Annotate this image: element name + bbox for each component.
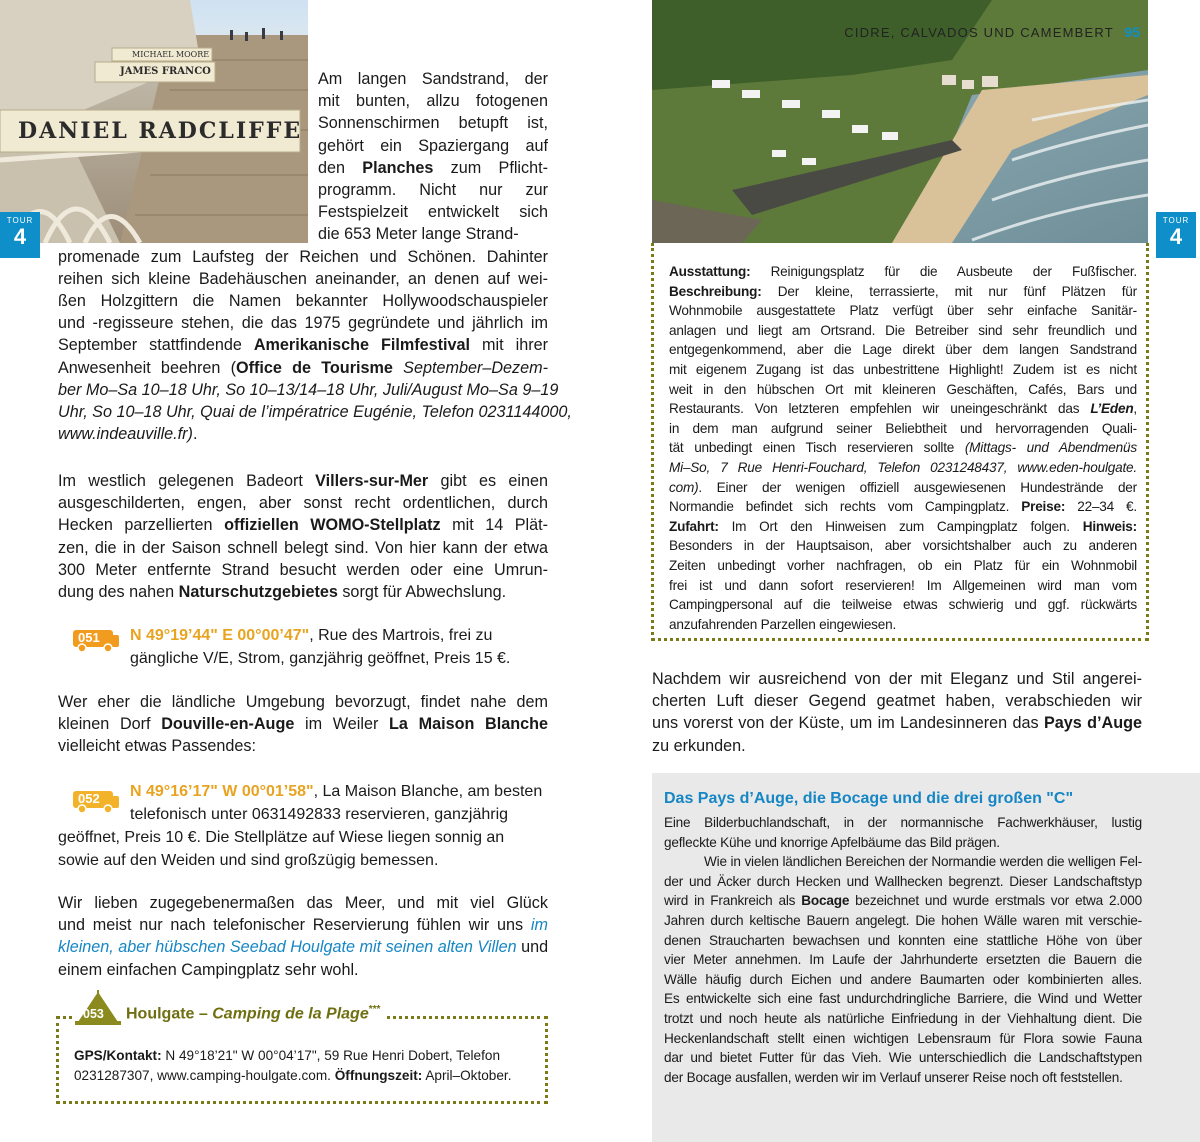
leave-line: cherten Luft dieser Gegend geatmet haben, verabschieden wir [652, 692, 1142, 711]
info-box-line: dar und bietet Futter für das Vieh. Wie unterschiedlich die Landschaftstypen [664, 1050, 1142, 1066]
camping-box-line: anzufahrenden Parzellen eingewiesen. [669, 616, 897, 632]
camping-box-line: com). Einer der wenigen offiziell ausgewiesenen Hundestrände der [669, 479, 1137, 495]
villers-line: 300 Meter entfernte Strand besucht werden oder eine Umrun- [58, 560, 548, 579]
camping-continuation-text [669, 262, 1137, 634]
right-page [600, 0, 1200, 1142]
intro-line: September stattfindende Amerikanische Filmfestival mit ihrer [58, 336, 548, 355]
spot-051-line2: gängliche V/E, Strom, ganzjährig geöffnet, Preis 15 €. [130, 650, 511, 667]
info-box-line: Wie in vielen ländlichen Bereichen der Normandie werden die welligen Fel- [704, 854, 1142, 870]
tour-tab-left: TOUR 4 [0, 212, 40, 258]
spot-051-line1: N 49°19’44" E 00°00’47", Rue des Martrois, frei zu [130, 627, 493, 644]
camping-053-number: 053 [83, 1007, 104, 1021]
spot-052-line1: N 49°16’17" W 00°01’58", La Maison Blanche, am besten [130, 783, 543, 800]
intro-line: promenade zum Laufsteg der Reichen und Schönen. Dahinter [58, 247, 548, 266]
camping-box-line: Zufahrt: Im Ort den Hinweisen zum Campingplatz folgen. Hinweis: [669, 518, 1137, 534]
spot-052 [58, 780, 548, 872]
leave-line: Nachdem wir ausreichend von der mit Eleganz und Stil angerei- [652, 670, 1142, 688]
spot-052-line2: telefonisch unter 0631492833 reservieren, ganzjährig [130, 806, 509, 823]
spot-052-coords: N 49°16’17" W 00°01’58" [130, 783, 314, 800]
spot-052-line4: sowie auf den Weiden und sind großzügig bemessen. [58, 852, 439, 869]
houlgate-line: kleinen, aber hübschen Seebad Houlgate mit seinen alten Villen und [58, 938, 549, 957]
info-box-line: gefleckte Kühe und knorrige Apfelbäume das Bild prägen. [664, 834, 1000, 850]
info-box-text [664, 813, 1142, 1087]
camping-053-title: Houlgate – Camping de la Plage*** [126, 1004, 381, 1023]
page-number-right: 95 [1124, 24, 1140, 40]
running-header: CIDRE, CALVADOS UND CAMEMBERT 95 [844, 24, 1140, 40]
houlgate-line: Wir lieben zugegebenermaßen das Meer, und mit viel Glück [58, 894, 548, 912]
intro-line: und -regisseure stehen, die das 1975 gegründete und jährlich im [58, 314, 548, 333]
douville-line: Wer eher die ländliche Umgebung bevorzugt, findet nahe dem [58, 693, 548, 711]
info-box-line: der Bocage ausfallen, werden wir im Verlauf unserer Reise noch oft feststellen. [664, 1069, 1123, 1085]
intro-line: ßen Holzgittern die Namen bekannter Hollywoodschauspieler [58, 292, 548, 311]
douville-line: vielleicht etwas Passendes: [58, 737, 256, 756]
intro-line: programm. Nicht nur zur [318, 181, 548, 200]
intro-line: Am langen Sandstrand, der [318, 70, 548, 88]
houlgate-line: und meist nur nach telefonischer Reservierung fühlen wir uns im [58, 916, 548, 935]
camping-box-line: Campingpersonal auf die teilweise etwas schwierig und ggf. rückwärts [669, 597, 1137, 613]
intro-line: Sonnenschirmen betupft ist, [318, 114, 548, 133]
info-box-line: der und Äcker durch Hecken und Wallhecken begrenzt. Dieser Landschaftstyp [664, 873, 1142, 889]
camping-box-line: Restaurants. Von letzteren empfehlen wir uneingeschränkt das L’Eden, [669, 401, 1137, 417]
camping-box-line: Normandie befindet sich rechts vom Campingplatz. Preise: 22–34 €. [669, 499, 1137, 515]
camping-box-line: anlagen und liegt am Ortsrand. Die Betreiber sind sehr freundlich und [669, 322, 1137, 338]
camping-box-line: Ausstattung: Reinigungsplatz für die Ausbeute der Fußfischer. [669, 264, 1137, 279]
camping-box-line: frei ist und dann sofort reservieren! Im Allgemeinen wird man vom [669, 577, 1137, 593]
plaque-name-small: MICHAEL MOORE [132, 50, 210, 59]
camping-053-details: GPS/Kontakt: N 49°18’21" W 00°04’17", 59 Rue Henri Dobert, Telefon 0231287307, www.camping-houlgate.com. Öffnungszeit: April–Oktober. [74, 1048, 512, 1083]
info-box-line: denen Straucharten bewachsen und konnten eine stattliche Höhe von über [664, 932, 1142, 948]
intro-paragraph [0, 68, 572, 445]
intro-line: Uhr, So 10–18 Uhr, Quai de l’impératrice Eugénie, Telefon 0231144000, [58, 403, 572, 422]
douville-line: kleinen Dorf Douville-en-Auge im Weiler La Maison Blanche [58, 715, 549, 734]
houlgate-line: einem einfachen Campingplatz sehr wohl. [58, 960, 359, 979]
spot-051 [58, 624, 548, 670]
intro-narrow [318, 68, 548, 246]
villers-paragraph [58, 470, 548, 603]
info-box-line: Wälle häufig durch Eichen und andere Baumarten oder kombinierten alles. [664, 971, 1142, 987]
info-box-line: trotzt und noch heute als natürliche Einfriedung in der Viehhaltung dient. Die [664, 1010, 1142, 1026]
camping-box-line: entgegenkommend, aber die Lage direkt über dem langen Sandstrand [669, 342, 1137, 358]
camping-box-line: mit eigenem Zugang ist das unbestrittene Highlight! Zudem ist es nicht [669, 361, 1137, 377]
intro-line: gehört ein Spaziergang auf [318, 136, 548, 155]
plaque-name-large: DANIEL RADCLIFFE [18, 118, 303, 144]
douville-paragraph [58, 691, 548, 758]
spot-051-number: 051 [78, 630, 100, 645]
villers-line: Im westlich gelegenen Badeort Villers-sur-Mer gibt es einen [58, 472, 549, 490]
villers-line: dung des nahen Naturschutzgebietes sorgt für Abwechslung. [58, 583, 507, 602]
intro-line: mit bunten, allzu fotogenen [318, 92, 548, 111]
tour-tab-right: TOUR 4 [1156, 212, 1196, 258]
spot-052-number: 052 [78, 791, 100, 806]
camping-box-line: Wohnmobile ausgestattete Platz verfügt über sehr einfache Sanitär- [669, 303, 1137, 319]
info-box-line: Jahren durch keltische Bauern angelegt. Die hohen Wälle waren mit verschie- [664, 912, 1142, 928]
intro-line: Anwesenheit beehren (Office de Tourisme September–Dezem- [58, 358, 549, 377]
camping-box-line: Beschreibung: Der kleine, terrassierte, mit nur fünf Plätzen für [669, 283, 1137, 299]
camping-box-line: Zeiten unbedingt vorher nachfragen, ob ein Platz für ein Wohnmobil [669, 557, 1137, 573]
info-box-line: vier Meter annehmen. Im Laufe der Jahrhunderte ersetzten die Bauern die [664, 952, 1142, 968]
info-box-title: Das Pays d’Auge, die Bocage und die drei großen "C" [664, 790, 1074, 807]
houlgate-paragraph [58, 892, 548, 981]
camping-box-line: Mi–So, 7 Rue Henri-Fouchard, Telefon 0231248437, www.eden-houlgate. [669, 459, 1137, 475]
villers-line: ausgeschilderten, engen, aber sonst recht ordentlichen, durch [58, 494, 548, 513]
info-box-line: wird in Frankreich als Bocage bezeichnet und wurde erstmals vor etwa 2.000 [664, 893, 1142, 909]
leave-coast-paragraph [652, 668, 1142, 757]
intro-line: den Planches zum Pflicht- [318, 158, 548, 177]
camping-053-header [74, 990, 386, 1030]
camping-box-line: weit in den hübschen Ort mit kleineren Geschäften, Cafés, Bars und [669, 381, 1137, 397]
camping-box-line: in dem man aufgrund seiner Beliebtheit und hervorragenden Quali- [669, 420, 1137, 436]
villers-line: Hecken parzellierten offiziellen WOMO-Stellplatz mit 14 Plät- [58, 516, 548, 535]
intro-line: www.indeauville.fr). [58, 425, 198, 444]
spot-052-line3: geöffnet, Preis 10 €. Die Stellplätze auf Wiese liegen sonnig an [58, 829, 505, 846]
spot-051-coords: N 49°19’44" E 00°00’47" [130, 627, 310, 644]
camping-box-line: Besonders in der Hauptsaison, aber vorsichtshalber auch zu anderen [669, 538, 1137, 554]
intro-line: ber Mo–Sa 10–18 Uhr, So 10–13/14–18 Uhr, Juli/August Mo–Sa 9–19 [58, 380, 559, 399]
intro-wide [58, 246, 572, 446]
intro-line: reihen sich kleine Badehäuschen aneinander, an denen auf wei- [58, 269, 548, 288]
intro-line: Festspielzeit entwickelt sich [318, 203, 548, 222]
camping-box-line: tät unbedingt einen Tisch reservieren sollte (Mittags- und Abendmenüs [669, 440, 1137, 456]
info-box-line: Eine Bilderbuchlandschaft, in der normannische Fachwerkhäuser, lustig [664, 815, 1142, 830]
info-box-line: Heckenlandschaft stellt einen wichtigen Lebensraum für Flora sowie Fauna [664, 1030, 1142, 1046]
villers-line: zen, die in der Saison schnell belegt sind. Von hier kann der etwa [58, 538, 548, 557]
leave-line: zu erkunden. [652, 736, 746, 755]
intro-line: die 653 Meter lange Strand- [318, 225, 519, 244]
leave-line: uns vorerst von der Küste, um im Landesinneren das Pays d’Auge [652, 714, 1142, 733]
plaque-name-medium: JAMES FRANCO [120, 66, 211, 77]
info-box-line: Es entwickelte sich eine fast undurchdringliche Barriere, die Wind und Wetter [664, 991, 1142, 1007]
